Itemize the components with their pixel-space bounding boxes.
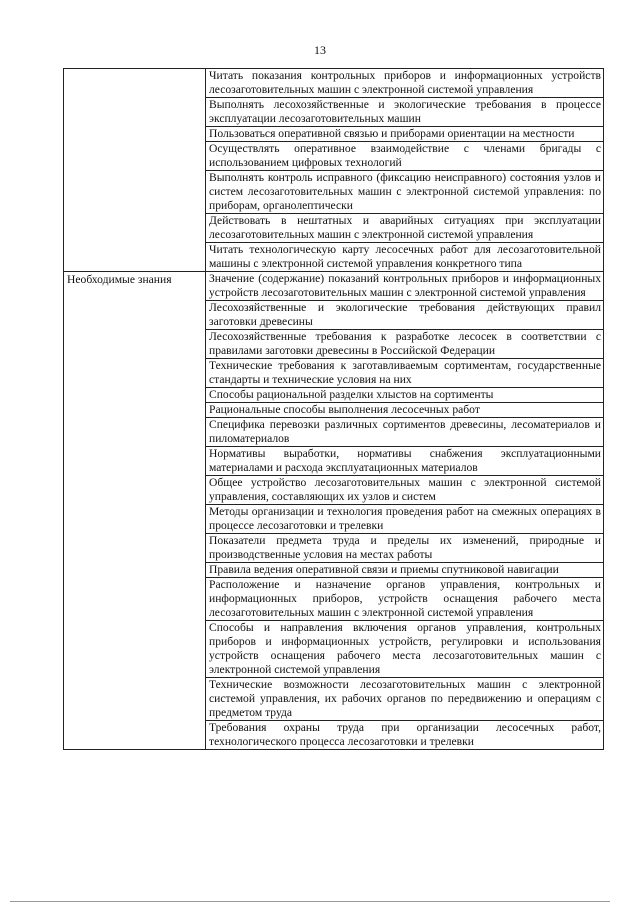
table-row bbox=[64, 98, 604, 127]
knowledge-item: Технические требования к заготавливаемым сортиментам, государственные стандарты и технические условия на них bbox=[206, 359, 604, 388]
table-row bbox=[64, 505, 604, 534]
label-cell-empty bbox=[64, 563, 206, 578]
label-cell-empty bbox=[64, 388, 206, 403]
label-cell-empty bbox=[64, 721, 206, 750]
table-row bbox=[64, 214, 604, 243]
table-row bbox=[64, 721, 604, 750]
label-cell-empty bbox=[64, 359, 206, 388]
page-number: 13 bbox=[314, 43, 326, 57]
knowledge-item: Общее устройство лесозаготовительных машин с электронной системой управления, составляющих их узлов и систем bbox=[206, 476, 604, 505]
knowledge-item: Правила ведения оперативной связи и приемы спутниковой навигации bbox=[206, 563, 604, 578]
skill-item: Осуществлять оперативное взаимодействие с членами бригады с использованием цифровых технологий bbox=[206, 142, 604, 171]
knowledge-item: Лесохозяйственные требования к разработке лесосек в соответствии с правилами заготовки древесины в Российской Федерации bbox=[206, 330, 604, 359]
table-row bbox=[64, 563, 604, 578]
skill-item: Действовать в нештатных и аварийных ситуациях при эксплуатации лесозаготовительных машин с электронной системой управления bbox=[206, 214, 604, 243]
table-row bbox=[64, 142, 604, 171]
label-cell-empty bbox=[64, 98, 206, 127]
label-cell-empty bbox=[64, 418, 206, 447]
table-row bbox=[64, 476, 604, 505]
knowledge-item: Показатели предмета труда и пределы их изменений, природные и производственные условия на местах работы bbox=[206, 534, 604, 563]
table-row bbox=[64, 272, 604, 301]
knowledge-item: Рациональные способы выполнения лесосечных работ bbox=[206, 403, 604, 418]
knowledge-label: Необходимые знания bbox=[64, 272, 206, 301]
table-row bbox=[64, 388, 604, 403]
label-cell-empty bbox=[64, 476, 206, 505]
skill-item: Читать технологическую карту лесосечных работ для лесозаготовительной машины с электронной системой управления конкретного типа bbox=[206, 243, 604, 272]
table-row bbox=[64, 171, 604, 214]
table-row bbox=[64, 403, 604, 418]
label-cell-empty bbox=[64, 214, 206, 243]
label-cell-empty bbox=[64, 127, 206, 142]
knowledge-item: Требования охраны труда при организации лесосечных работ, технологического процесса лесозаготовки и трелевки bbox=[206, 721, 604, 750]
table-row bbox=[64, 127, 604, 142]
table-row bbox=[64, 418, 604, 447]
knowledge-item: Методы организации и технология проведения работ на смежных операциях в процессе лесозаготовки и трелевки bbox=[206, 505, 604, 534]
label-cell-empty bbox=[64, 301, 206, 330]
knowledge-item: Способы и направления включения органов управления, контрольных приборов и информационных устройств, регулировки и использования устройств оснащения рабочего места лесозаготовительных машин с электронной системой управления bbox=[206, 621, 604, 678]
table-row bbox=[64, 243, 604, 272]
knowledge-item: Специфика перевозки различных сортиментов древесины, лесоматериалов и пиломатериалов bbox=[206, 418, 604, 447]
knowledge-item: Лесохозяйственные и экологические требования действующих правил заготовки древесины bbox=[206, 301, 604, 330]
scan-edge-line bbox=[10, 901, 610, 902]
label-cell-empty bbox=[64, 330, 206, 359]
label-cell-empty bbox=[64, 534, 206, 563]
table-row bbox=[64, 69, 604, 98]
skill-item: Выполнять лесохозяйственные и экологические требования в процессе эксплуатации лесозаготовительных машин bbox=[206, 98, 604, 127]
table-row bbox=[64, 578, 604, 621]
table-row bbox=[64, 534, 604, 563]
label-cell-empty bbox=[64, 403, 206, 418]
knowledge-item: Расположение и назначение органов управления, контрольных и информационных приборов, устройств оснащения рабочего места лесозаготовительных машин с электронной системой управления bbox=[206, 578, 604, 621]
label-cell-empty bbox=[64, 578, 206, 621]
table-row bbox=[64, 301, 604, 330]
label-cell-empty bbox=[64, 171, 206, 214]
table-row bbox=[64, 330, 604, 359]
table-row bbox=[64, 359, 604, 388]
knowledge-item: Способы рациональной разделки хлыстов на сортименты bbox=[206, 388, 604, 403]
label-cell-empty bbox=[64, 621, 206, 678]
label-cell-empty bbox=[64, 447, 206, 476]
label-cell-empty bbox=[64, 678, 206, 721]
table-row bbox=[64, 621, 604, 678]
knowledge-item: Нормативы выработки, нормативы снабжения эксплуатационными материалами и расхода эксплуатационных материалов bbox=[206, 447, 604, 476]
label-cell-empty bbox=[64, 243, 206, 272]
knowledge-item: Значение (содержание) показаний контрольных приборов и информационных устройств лесозаготовительных машин с электронной системой управления bbox=[206, 272, 604, 301]
skill-item: Читать показания контрольных приборов и информационных устройств лесозаготовительных машин с электронной системой управления bbox=[206, 69, 604, 98]
requirements-table bbox=[63, 68, 604, 750]
label-cell-empty bbox=[64, 142, 206, 171]
table-row bbox=[64, 447, 604, 476]
label-cell-empty bbox=[64, 69, 206, 98]
skill-item: Выполнять контроль исправного (фиксацию неисправного) состояния узлов и систем лесозаготовительных машин с электронной системой управления: по приборам, органолептически bbox=[206, 171, 604, 214]
skill-item: Пользоваться оперативной связью и приборами ориентации на местности bbox=[206, 127, 604, 142]
table-row bbox=[64, 678, 604, 721]
knowledge-item: Технические возможности лесозаготовительных машин с электронной системой управления, их рабочих органов по передвижению и операциям с предметом труда bbox=[206, 678, 604, 721]
label-cell-empty bbox=[64, 505, 206, 534]
